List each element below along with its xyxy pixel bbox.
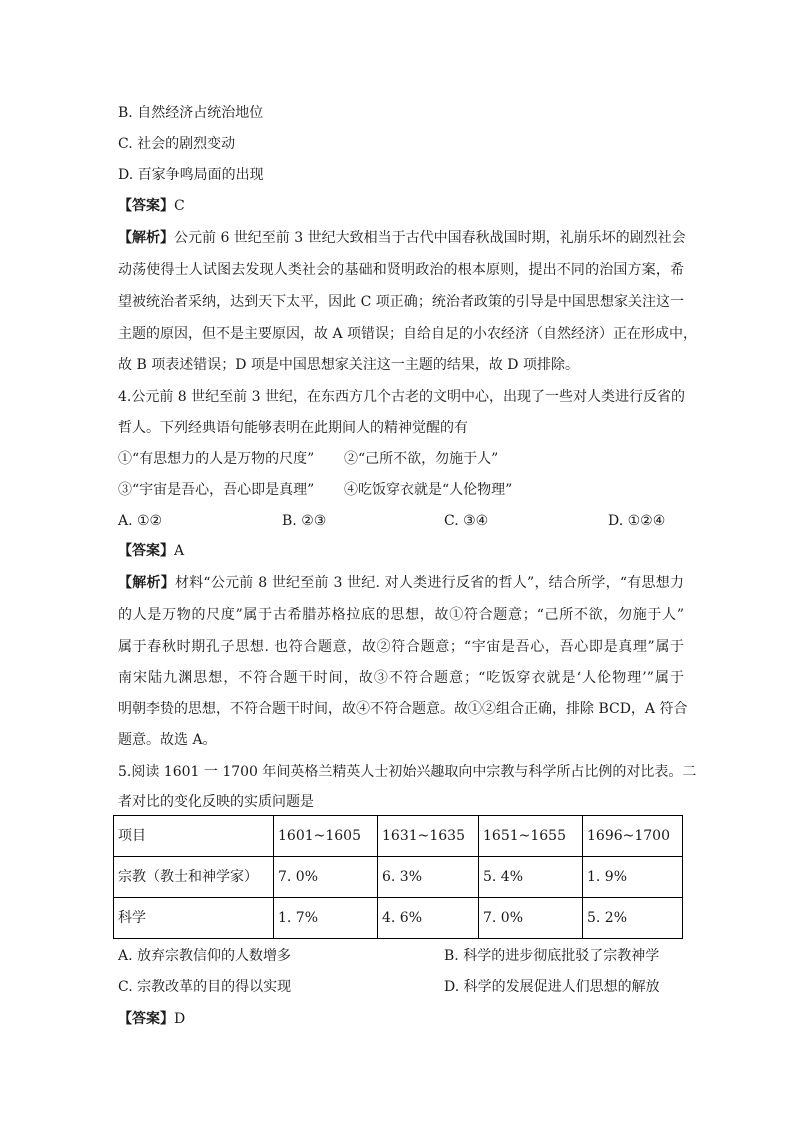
table-header-cell: 1651~1655: [479, 816, 583, 857]
q5-option-b: B. 科学的进步彻底批驳了宗教神学: [444, 948, 660, 964]
table-header-cell: 1631~1635: [378, 816, 479, 857]
table-cell: 宗教（教士和神学家）: [114, 857, 274, 898]
table-row: [114, 857, 683, 898]
q4-statement-3: ③“宇宙是吾心，吾心即是真理”: [118, 482, 315, 498]
table-cell: 4. 6%: [378, 898, 479, 939]
analysis-tag: 【解析】: [118, 575, 175, 591]
q4-stem-line-1: 4.公元前 8 世纪至前 3 世纪，在东西方几个古老的文明中心，出现了一些对人类进行反省的: [118, 389, 685, 405]
table-cell: 1. 7%: [274, 898, 378, 939]
table-cell: 7. 0%: [479, 898, 583, 939]
answer-value: A: [174, 543, 185, 559]
q4-option-c: C. ③④: [444, 513, 489, 529]
q4-statement-2: ②“己所不欲，勿施于人”: [344, 451, 499, 467]
q5-stem-line-2: 者对比的变化反映的实质问题是: [118, 794, 314, 810]
q4-stem-line-2: 哲人。下列经典语句能够表明在此期间人的精神觉醒的有: [118, 420, 468, 436]
q4-statement-4: ④吃饭穿衣就是“人伦物理”: [344, 482, 513, 498]
q3-analysis-line-4: 主题的原因，但不是主要原因，故 A 项错误；自给自足的小农经济（自然经济）正在形成中，: [118, 326, 698, 342]
q3-analysis-line-5: 故 B 项表述错误；D 项是中国思想家关注这一主题的结果，故 D 项排除。: [118, 357, 579, 373]
q4-option-a: A. ①②: [118, 513, 163, 529]
q3-option-c: C. 社会的剧烈变动: [118, 136, 236, 152]
answer-value: C: [174, 198, 185, 214]
table-cell: 7. 0%: [274, 857, 378, 898]
table-header-cell: 1601~1605: [274, 816, 378, 857]
q4-analysis-line-1: [118, 573, 684, 593]
table-cell: 科学: [114, 898, 274, 939]
q4-answer: [118, 541, 684, 561]
answer-value: D: [174, 1011, 186, 1027]
q4-analysis-line-3: 属于春秋时期孔子思想. 也符合题意，故②符合题意；“宇宙是吾心，吾心即是真理”属于: [118, 639, 684, 655]
table-cell: 5. 2%: [583, 898, 683, 939]
answer-tag: 【答案】: [118, 198, 174, 214]
q4-analysis-line-2: 的人是万物的尺度”属于古希腊苏格拉底的思想，故①符合题意；“己所不欲，勿施于人”: [118, 607, 684, 623]
q4-analysis-line-4: 南宋陆九渊思想，不符合题干时间，故③不符合题意；“吃饭穿衣就是‘人伦物理’”属于: [118, 670, 684, 686]
q5-option-a: A. 放弃宗教信仰的人数增多: [118, 948, 292, 964]
table-header-cell: 1696~1700: [583, 816, 683, 857]
analysis-tag: 【解析】: [118, 230, 174, 246]
q3-analysis-line-3: 望被统治者采纳，达到天下太平，因此 C 项正确；统治者政策的引导是中国思想家关注这一: [118, 294, 684, 310]
table-cell: 5. 4%: [479, 857, 583, 898]
q4-analysis-line-5: 明朝李贽的思想，不符合题干时间，故④不符合题意。故①②组合正确，排除 BCD，A 符合: [118, 701, 688, 717]
q3-option-b: B. 自然经济占统治地位: [118, 105, 264, 121]
q4-statement-1: ①“有思想力的人是万物的尺度”: [118, 451, 315, 467]
q3-answer: [118, 196, 684, 216]
q3-option-d: D. 百家争鸣局面的出现: [118, 167, 264, 183]
analysis-text: 材料“公元前 8 世纪至前 3 世纪. 对人类进行反省的哲人”，结合所学，“有思想力: [174, 575, 684, 591]
analysis-text: 公元前 6 世纪至前 3 世纪大致相当于古代中国春秋战国时期，礼崩乐坏的剧烈社会: [174, 230, 686, 246]
q4-analysis-line-6: 题意。故选 A。: [118, 732, 217, 748]
q4-option-b: B. ②③: [282, 513, 327, 529]
table-row: [114, 898, 683, 939]
q5-option-d: D. 科学的发展促进人们思想的解放: [444, 979, 660, 995]
q5-answer: [118, 1009, 684, 1029]
table-header-row: [114, 816, 683, 857]
table-cell: 1. 9%: [583, 857, 683, 898]
table-cell: 6. 3%: [378, 857, 479, 898]
q5-stem-line-1: 5.阅读 1601 一 1700 年间英格兰精英人士初始兴趣取向中宗教与科学所占比例的对比表。二: [118, 764, 697, 780]
q3-analysis-line-1: [118, 228, 684, 248]
answer-tag: 【答案】: [118, 543, 174, 559]
q4-option-d: D. ①②④: [608, 513, 666, 529]
comparison-table: [113, 815, 683, 939]
table-header-cell: 项目: [114, 816, 274, 857]
q5-option-c: C. 宗教改革的目的得以实现: [118, 979, 292, 995]
answer-tag: 【答案】: [118, 1011, 174, 1027]
q3-analysis-line-2: 动荡使得士人试图去发现人类社会的基础和贤明政治的根本原则，提出不同的治国方案，希: [118, 262, 684, 278]
